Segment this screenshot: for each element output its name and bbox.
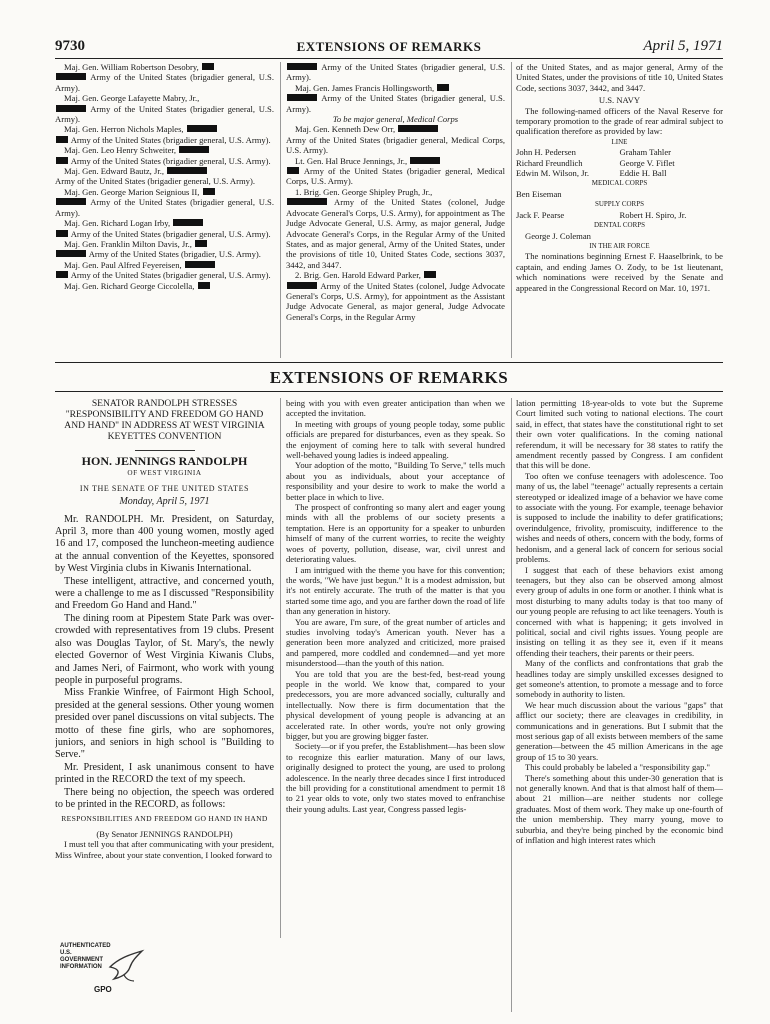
redaction <box>56 271 68 278</box>
redaction <box>179 146 209 153</box>
speech-title: RESPONSIBILITIES AND FREEDOM GO HAND IN HAND <box>61 814 268 824</box>
heading-line: LINE <box>611 137 628 146</box>
page-number: 9730 <box>55 38 85 54</box>
running-header-title: EXTENSIONS OF REMARKS <box>296 39 482 54</box>
headline-rule <box>135 450 195 451</box>
speech-date: Monday, April 5, 1971 <box>119 496 210 508</box>
redaction <box>287 94 317 101</box>
gpo-mark: GPO <box>94 985 112 994</box>
article-column-1: SENATOR RANDOLPH STRESSES "RESPONSIBILITY AND FREEDOM GO HAND AND HAND" IN ADDRESS AT WEST VIRGINIA KEYETTES CONVENTION HON. JENNINGS RANDOLPH OF WEST VIRGINIA IN THE SENATE OF THE UNITED STATES Monday, April 5, 1971 Mr. RANDOLPH. Mr. President, on Saturday, April 3, more than 400 young women, mostly aged 16 and 17, composed the luncheon-meeting audience at the annual convention of the Keyettes, sponsored by West Virginia clubs in Kiwanis International. These intelligent, attractive, and concerned youth, were a challenge to me as I discussed "Responsibility and Freedom Go Hand and Hand." The dining room at Pipestem State Park was over-crowded with representatives from 19 clubs. Present also was Douglas Taylor, of St. Mary's, the newly elected Governor of West Virginia Kiwanis Clubs, and James Neri, of Fairmont, who work with young people in purposeful programs. Miss Frankie Winfree, of Fairmont High School, presided at the general sessions. Other young women presided over panel discussions on vital subjects. The motto of these fine girls, who are sophomores, juniors, and seniors in high school is "Building to Serve." Mr. President, I ask unanimous consent to have printed in the RECORD the text of my speech. There being no objection, the speech was ordered to be printed in the RECORD, as follows: RESPONSIBILITIES AND FREEDOM GO HAND IN HAND (By Senator JENNINGS RANDOLPH) I must tell you that after communicating with your president, Miss Winfree, about your state convention, I looked forward to <box>55 398 274 860</box>
redaction <box>56 157 68 164</box>
supply-names: Jack F. Pearse Robert H. Spiro, Jr. <box>516 209 687 220</box>
redaction <box>424 271 436 278</box>
redaction <box>173 219 203 226</box>
redaction <box>287 167 299 174</box>
redaction <box>437 84 449 91</box>
subheading-medical-corps: To be major general, Medical Corps <box>332 114 459 125</box>
speaker-name: HON. JENNINGS RANDOLPH <box>81 454 248 468</box>
redaction <box>187 125 217 132</box>
speaker-state: OF WEST VIRGINIA <box>127 469 202 478</box>
eagle-icon <box>106 945 146 985</box>
redaction <box>202 63 214 70</box>
section-rule <box>55 391 723 392</box>
chamber: IN THE SENATE OF THE UNITED STATES <box>79 483 250 493</box>
column-rule <box>511 62 512 358</box>
redaction <box>185 261 215 268</box>
article-column-2: being with you with even greater anticipation than when we accepted the invitation. In meeting with groups of young people today, some public officials are prepared for disturbances, even as they speak. So the enjoyment of coming here to talk with several hundred well-behaved young ladies is indeed appealing. Your adoption of the motto, "Building To Serve," tells much about you as individuals, about your acceptance of responsibility and your desire to work to make the world a better place in which to live. The prospect of confronting so many alert and eager young minds with all the problems of our society presents a temptation. Here is an opportunity for a speaker to unburden himself of many of the current worries, to recite the weighty woes of poverty, pollution, disease, war, civil unrest and deteriorating values. I am intrigued with the theme you have for this convention; the words, "We have just begun." It is a modest admission, but it's not entirely accurate. The truth of the matter is that you started some time ago, and you are farther down the road of life than any generation in history. You are aware, I'm sure, of the great number of articles and studies involving today's American youth. Never has a generation been more analyzed and criticized, more praised and pampered, more coddled and condemned—and yet more misunderstood—than the youth of this nation. You are told that you are the best-fed, best-read young people in the world. We know that, compared to your predecessors, you are more advanced socially, culturally and intellectually. Now there is firm documentation that the physical development of young people is advancing at an accelerated rate. In other words, you're not only growing bigger, but you are growing bigger faster. Society—or if you prefer, the Establishment—has been slow to recognize this earlier maturation. Many of our laws, originally designed to protect the young, are used to prolong adolescence. In the nearly three decades since I first introduced the bill providing for a constitutional amendment to permit 18 to 21 year olds to vote, only two states moved to enfranchise their young adults. Last year, Congress passed legis- <box>286 398 505 814</box>
heading-supply-corps: SUPPLY CORPS <box>594 200 645 209</box>
line-names: John H. Pedersen Graham Tahler Richard Freundlich George V. Fiflet Edwin M. Wilson, Jr. Eddie H. Ball <box>516 147 675 179</box>
redaction <box>410 157 440 164</box>
top-column-1: Maj. Gen. William Robertson Desobry, Army of the United States (brigadier general, U.S. Army). Maj. Gen. George Lafayette Mabry, Jr., Army of the United States (brigadier general, U.S. Army). Maj. Gen. Herron Nichols Maples, Army of the United States (brigadier general, U.S. Army). Maj. Gen. Leo Henry Schweiter, Army of the United States (brigadier general, U.S. Army). Maj. Gen. Edward Bautz, Jr., Army of the United States (brigadier general, U.S. Army). Maj. Gen. George Marion Seignious II, Army of the United States (brigadier general, U.S. Army). Maj. Gen. Richard Logan Irby, Army of the United States (brigadier general, U.S. Army). Maj. Gen. Franklin Milton Davis, Jr., Army of the United States (brigadier, U.S. Army). Maj. Gen. Paul Alfred Feyereisen, Army of the United States (brigadier general, U.S. Army). Maj. Gen. Richard George Ciccolella, <box>55 62 274 291</box>
speech-byline: (By Senator JENNINGS RANDOLPH) <box>96 828 233 839</box>
running-header-date: April 5, 1971 <box>643 38 723 54</box>
redaction <box>287 63 317 70</box>
redaction <box>56 136 68 143</box>
column-rule <box>280 398 281 938</box>
redaction <box>398 125 438 132</box>
heading-medical-corps: MEDICAL CORPS <box>591 179 648 188</box>
redaction <box>167 167 207 174</box>
redaction <box>56 230 68 237</box>
section-rule <box>55 362 723 363</box>
section-title: EXTENSIONS OF REMARKS <box>269 368 509 387</box>
redaction <box>56 198 86 205</box>
heading-air-force: IN THE AIR FORCE <box>589 241 650 250</box>
heading-us-navy: U.S. NAVY <box>598 95 641 106</box>
redaction <box>203 188 215 195</box>
gpo-authenticated-logo <box>60 943 155 1013</box>
redaction <box>287 282 317 289</box>
redaction <box>195 240 207 247</box>
logo-text: AUTHENTICATED U.S. GOVERNMENT INFORMATION <box>60 943 111 970</box>
column-rule <box>280 62 281 358</box>
article-column-3: lation permitting 18-year-olds to vote but the Supreme Court limited such voting to national elections. The court said, in effect, that states have the constitutional right to set their own voter qualifications. In the coming national referendum, it will be necessary for 38 states to ratify the amendment recently passed by Congress. I am confident that this will be done. Too often we confuse teenagers with adolescence. Too many of us, the label "teenage" actually represents a certain stereotyped or idealized image of a behavior we have come to associate with the young. For example, teenage behavior is supposed to include the inability to defer gratifications; overindulgence, frivolity, promiscuity, indifference to the wishes and needs of others, concern with the body, forms of hedonism, and a general lack of concern for serious social problems. I suggest that each of these behaviors exist among teenagers, but they also can be observed among almost every group of adults in one form or another. I think what is most disturbing to many adults today is that too many of our young people are refusing to act like teenagers. Youth is concerned with what is happening; it gets involved in political, social and civil rights issues. Young people are insisting on telling it as they see it, even if it means offending their teachers, their parents or their peers. Many of the conflicts and confrontations that grab the headlines today are simply unskilled excesses designed to get someone's attention, to promote a message and to force somebody in authority to listen. We hear much discussion about the various "gaps" that afflict our society; there are cleavages in credibility, in communications and in generations. But I submit that the most serious gap of all exists between members of the same generation—between the 45 million Americans in the age group of 15 to 30 years. This could probably be labeled a "responsibility gap." There's something about this under-30 generation that is not generally known. And that is that almost half of them—about 21 million—are neither students nor college graduates. Most of them work. They make up one-fourth of the union membership. They marry young, move to suburbia, and they're being pinched by the economic bind of inflation and high interest rates which <box>516 398 723 846</box>
header-rule <box>55 58 723 59</box>
redaction <box>287 198 327 205</box>
redaction <box>56 250 86 257</box>
heading-dental-corps: DENTAL CORPS <box>593 221 646 230</box>
running-header <box>55 38 723 58</box>
top-column-2: Army of the United States (brigadier general, U.S. Army). Maj. Gen. James Francis Hollingsworth, Army of the United States (brigadier general, U.S. Army). To be major general, Medical Corps Maj. Gen. Kenneth Dew Orr, Army of the United States (brigadier general, Medical Corps, U.S. Army). Lt. Gen. Hal Bruce Jennings, Jr., Army of the United States (brigadier general, Medical Corps, U.S. Army). 1. Brig. Gen. George Shipley Prugh, Jr., Army of the United States (colonel, Judge Advocate General's Corps, U.S. Army), for appointment as The Judge Advocate General, U.S. Army, as major general, Judge Advocate General's Corps, in the Regular Army of the United States, and as major general, Army of the United States, under the provisions of title 10, United States Code, sections 3037, 3442, and 3447. 2. Brig. Gen. Harold Edward Parker, Army of the United States (colonel, Judge Advocate General's Corps, U.S. Army), for appointment as the Assistant Judge Advocate General, as major general, Judge Advocate General's Corps, in the Regular Army <box>286 62 505 322</box>
redaction <box>56 73 86 80</box>
redaction <box>56 105 86 112</box>
top-column-3: of the United States, and as major general, Army of the United States, under the provisions of title 10, United States Code, sections 3037, 3442, and 3447. U.S. NAVY The following-named officers of the Naval Reserve for temporary promotion to the grade of rear admiral subject to qualification therefore as provided by law: LINE John H. Pedersen Graham Tahler Richard Freundlich George V. Fiflet Edwin M. Wilson, Jr. Eddie H. Ball MEDICAL CORPS Ben Eiseman SUPPLY CORPS Jack F. Pearse Robert H. Spiro, Jr. DENTAL CORPS George J. Coleman IN THE AIR FORCE The nominations beginning Ernest F. Haaselbrink, to be captain, and ending James O. Zody, to be 1st lieutenant, which nominations were received by the Senate and appeared in the Congressional Record on Mar. 10, 1971. <box>516 62 723 293</box>
column-rule <box>511 398 512 1012</box>
redaction <box>198 282 210 289</box>
article-headline: SENATOR RANDOLPH STRESSES "RESPONSIBILITY AND FREEDOM GO HAND AND HAND" IN ADDRESS AT WEST VIRGINIA KEYETTES CONVENTION <box>64 398 265 442</box>
